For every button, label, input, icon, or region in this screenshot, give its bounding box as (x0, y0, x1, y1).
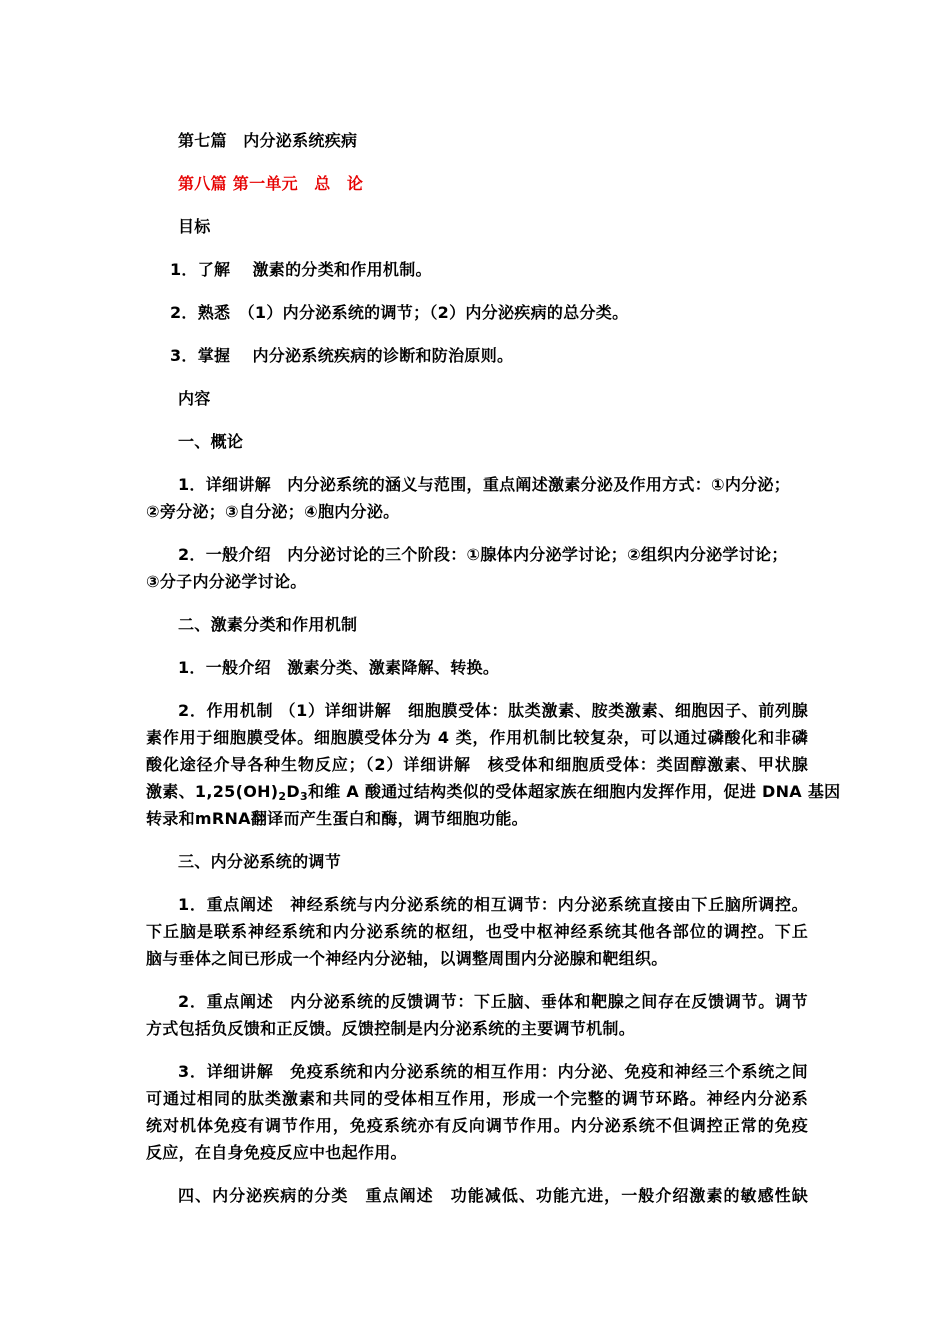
paragraph-line: 1．重点阐述 神经系统与内分泌系统的相互调节：内分泌系统直接由下丘脑所调控。 (178, 895, 808, 914)
paragraph-line: 酸化途径介导各种生物反应；（2）详细讲解 核受体和细胞质受体：类固醇激素、甲状腺 (146, 755, 808, 774)
paragraph-line: 反应，在自身免疫反应中也起作用。 (146, 1143, 407, 1162)
section-heading: 二、激素分类和作用机制 (178, 615, 358, 634)
unit-title: 第八篇 第一单元 总 论 (178, 174, 364, 193)
paragraph-line: ③分子内分泌学讨论。 (146, 572, 307, 591)
paragraph-line: 方式包括负反馈和正反馈。反馈控制是内分泌系统的主要调节机制。 (146, 1019, 636, 1038)
paragraph-line: 2．一般介绍 内分泌讨论的三个阶段：①腺体内分泌学讨论；②组织内分泌学讨论； (178, 545, 788, 564)
part-title: 第七篇 内分泌系统疾病 (178, 131, 358, 150)
paragraph-line: 下丘脑是联系神经系统和内分泌系统的枢纽，也受中枢神经系统其他各部位的调控。下丘 (146, 922, 808, 941)
paragraph-line: 素作用于细胞膜受体。细胞膜受体分为 4 类，作用机制比较复杂，可以通过磷酸化和非磷 (146, 728, 808, 747)
objective-item: 2．熟悉 （1）内分泌系统的调节；（2）内分泌疾病的总分类。 (170, 303, 629, 322)
objective-item: 1．了解 激素的分类和作用机制。 (170, 260, 432, 279)
paragraph-line: 可通过相同的肽类激素和共同的受体相互作用，形成一个完整的调节环路。神经内分泌系 (146, 1089, 808, 1108)
paragraph-line: ②旁分泌；③自分泌；④胞内分泌。 (146, 502, 400, 521)
paragraph-line: 脑与垂体之间已形成一个神经内分泌轴，以调整周围内分泌腺和靶组织。 (146, 949, 668, 968)
objectives-heading: 目标 (178, 217, 211, 236)
paragraph-line: 3．详细讲解 免疫系统和内分泌系统的相互作用：内分泌、免疫和神经三个系统之间 (178, 1062, 808, 1081)
section-heading: 一、概论 (178, 432, 244, 451)
paragraph-line: 1．详细讲解 内分泌系统的涵义与范围，重点阐述激素分泌及作用方式：①内分泌； (178, 475, 791, 494)
paragraph-line: 1．一般介绍 激素分类、激素降解、转换。 (178, 658, 500, 677)
paragraph-line: 2．重点阐述 内分泌系统的反馈调节：下丘脑、垂体和靶腺之间存在反馈调节。调节 (178, 992, 808, 1011)
objective-item: 3．掌握 内分泌系统疾病的诊断和防治原则。 (170, 346, 514, 365)
content-heading: 内容 (178, 389, 211, 408)
paragraph-line: 2．作用机制 （1）详细讲解 细胞膜受体：肽类激素、胺类激素、细胞因子、前列腺 (178, 701, 808, 720)
paragraph-line: 转录和mRNA翻译而产生蛋白和酶，调节细胞功能。 (146, 809, 528, 828)
paragraph-line-formula: 激素、$1,25(OH)_2D_3$和维 A 酸通过结构类似的受体超家族在细胞内发挥作用，促进 DNA 基因 (146, 782, 841, 803)
section-heading: 三、内分泌系统的调节 (178, 852, 342, 871)
paragraph-line: 四、内分泌疾病的分类 重点阐述 功能减低、功能亢进，一般介绍激素的敏感性缺 (178, 1186, 808, 1205)
paragraph-line: 统对机体免疫有调节作用，免疫系统亦有反向调节作用。内分泌系统不但调控正常的免疫 (146, 1116, 808, 1135)
